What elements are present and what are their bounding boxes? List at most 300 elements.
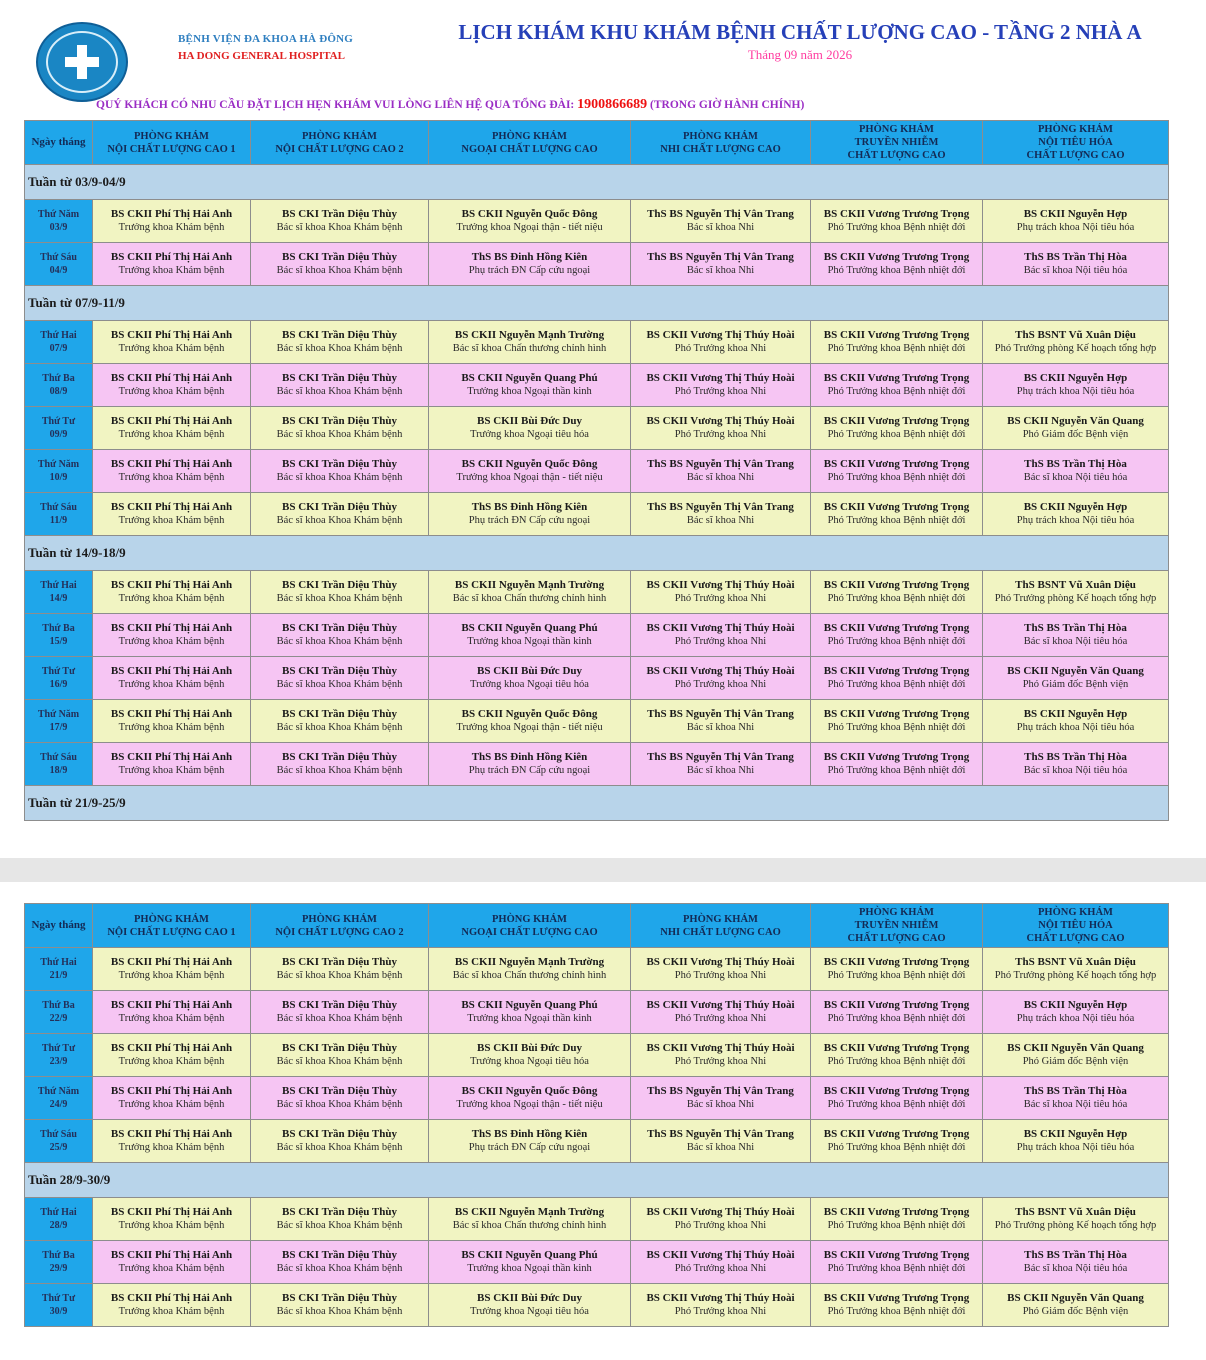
doctor-position: Phó Trưởng khoa Bệnh nhiệt đới: [827, 429, 966, 440]
doctor-name: BS CKI Trần Diệu Thùy: [282, 251, 397, 263]
doctor-name: BS CKI Trần Diệu Thùy: [282, 1085, 397, 1097]
doctor-cell[interactable]: [429, 243, 631, 286]
doctor-cell[interactable]: [631, 200, 811, 243]
doctor-cell[interactable]: [251, 364, 429, 407]
doctor-position: Phó Trưởng khoa Nhi: [674, 1013, 767, 1024]
doctor-position: Bác sĩ khoa Khoa Khám bệnh: [276, 636, 403, 647]
date-label: 28/9: [49, 1220, 68, 1231]
page-title: LỊCH KHÁM KHU KHÁM BỆNH CHẤT LƯỢNG CAO - TẦNG 2 NHÀ A: [458, 20, 1142, 44]
doctor-name: BS CKII Vương Trương Trọng: [823, 458, 970, 470]
doctor-name: BS CKI Trần Diệu Thùy: [282, 708, 397, 720]
doctor-cell[interactable]: [811, 743, 983, 786]
doctor-cell[interactable]: [93, 407, 251, 450]
doctor-position: Bác sĩ khoa Khoa Khám bệnh: [276, 1220, 403, 1231]
doctor-cell[interactable]: [251, 1077, 429, 1120]
column-header: [811, 121, 983, 165]
doctor-cell[interactable]: [93, 200, 251, 243]
notice-prefix: QUÝ KHÁCH CÓ NHU CẦU ĐẶT LỊCH HẸN KHÁM VUI LÒNG LIÊN HỆ QUA TỔNG ĐÀI:: [96, 99, 575, 111]
day-cell: [25, 1120, 93, 1163]
doctor-position: Trưởng khoa Khám bệnh: [118, 386, 225, 397]
doctor-cell[interactable]: [251, 450, 429, 493]
column-header-line: CHẤT LƯỢNG CAO: [847, 933, 946, 944]
doctor-cell[interactable]: [983, 1284, 1169, 1327]
week-label: Tuần từ 14/9-18/9: [25, 536, 1169, 571]
column-header-line: NỘI TIÊU HÓA: [1038, 920, 1113, 931]
doctor-position: Phó Trưởng phòng Kế hoạch tổng hợp: [994, 970, 1157, 981]
column-header-line: NỘI CHẤT LƯỢNG CAO 1: [107, 926, 236, 938]
doctor-cell[interactable]: [429, 948, 631, 991]
column-header: [93, 904, 251, 948]
column-header: [983, 904, 1169, 948]
date-label: 15/9: [49, 636, 68, 647]
doctor-cell[interactable]: [631, 1198, 811, 1241]
week-label: Tuần 28/9-30/9: [25, 1163, 1169, 1198]
doctor-name: BS CKII Phí Thị Hải Anh: [110, 999, 233, 1011]
doctor-cell[interactable]: [983, 614, 1169, 657]
doctor-name: BS CKI Trần Diệu Thùy: [282, 999, 397, 1011]
doctor-position: Bác sĩ khoa Chấn thương chỉnh hình: [452, 970, 607, 981]
doctor-position: Phó Trưởng khoa Bệnh nhiệt đới: [827, 1056, 966, 1067]
doctor-position: Bác sĩ khoa Nhi: [686, 515, 755, 526]
doctor-name: BS CKII Vương Thị Thúy Hoài: [646, 1292, 795, 1304]
doctor-cell[interactable]: [811, 493, 983, 536]
doctor-position: Trưởng khoa Ngoại thận - tiết niệu: [456, 1099, 603, 1110]
column-header-line: Ngày tháng: [31, 919, 86, 931]
doctor-name: BS CKII Phí Thị Hải Anh: [110, 1128, 233, 1140]
doctor-name: ThS BS Nguyễn Thị Vân Trang: [647, 708, 794, 720]
doctor-name: BS CKII Nguyễn Hợp: [1023, 208, 1128, 220]
doctor-cell[interactable]: [983, 1241, 1169, 1284]
date-label: 29/9: [49, 1263, 68, 1274]
doctor-cell[interactable]: [93, 1284, 251, 1327]
doctor-cell[interactable]: [631, 321, 811, 364]
doctor-position: Trưởng khoa Ngoại tiêu hóa: [470, 1056, 589, 1067]
doctor-name: BS CKII Nguyễn Quốc Đông: [461, 708, 598, 720]
doctor-cell[interactable]: [251, 991, 429, 1034]
doctor-position: Phụ trách khoa Nội tiêu hóa: [1016, 222, 1135, 233]
doctor-name: BS CKII Phí Thị Hải Anh: [110, 372, 233, 384]
doctor-position: Bác sĩ khoa Nội tiêu hóa: [1023, 472, 1128, 483]
doctor-name: BS CKII Vương Thị Thúy Hoài: [646, 579, 795, 591]
weekday-label: Thứ Năm: [37, 209, 80, 220]
doctor-cell[interactable]: [93, 1198, 251, 1241]
doctor-position: Trưởng khoa Ngoại thần kinh: [467, 1013, 592, 1024]
doctor-cell[interactable]: [429, 493, 631, 536]
doctor-cell[interactable]: [93, 493, 251, 536]
doctor-cell[interactable]: [983, 1034, 1169, 1077]
date-label: 21/9: [49, 970, 68, 981]
doctor-cell[interactable]: [631, 407, 811, 450]
doctor-position: Phó Giám đốc Bệnh viện: [1022, 679, 1129, 690]
doctor-cell[interactable]: [93, 243, 251, 286]
doctor-position: Bác sĩ khoa Khoa Khám bệnh: [276, 765, 403, 776]
column-header-line: CHẤT LƯỢNG CAO: [1026, 933, 1125, 944]
doctor-cell[interactable]: [631, 493, 811, 536]
doctor-position: Trưởng khoa Khám bệnh: [118, 222, 225, 233]
doctor-position: Trưởng khoa Khám bệnh: [118, 636, 225, 647]
doctor-name: BS CKII Vương Trương Trọng: [823, 415, 970, 427]
doctor-name: BS CKI Trần Diệu Thùy: [282, 1292, 397, 1304]
doctor-name: BS CKI Trần Diệu Thùy: [282, 415, 397, 427]
doctor-name: BS CKII Phí Thị Hải Anh: [110, 251, 233, 263]
page-header: [0, 0, 1206, 120]
doctor-cell[interactable]: [429, 614, 631, 657]
doctor-name: BS CKII Vương Thị Thúy Hoài: [646, 1206, 795, 1218]
doctor-position: Bác sĩ khoa Khoa Khám bệnh: [276, 1306, 403, 1317]
doctor-position: Trưởng khoa Khám bệnh: [118, 1306, 225, 1317]
column-header-line: PHÒNG KHÁM: [683, 913, 758, 925]
schedule-row: [25, 407, 1169, 450]
doctor-cell[interactable]: [811, 657, 983, 700]
doctor-position: Phó Trưởng khoa Nhi: [674, 679, 767, 690]
date-label: 25/9: [49, 1142, 68, 1153]
doctor-position: Trưởng khoa Khám bệnh: [118, 265, 225, 276]
date-label: 18/9: [49, 765, 68, 776]
day-cell: [25, 700, 93, 743]
doctor-name: ThS BS Nguyễn Thị Vân Trang: [647, 751, 794, 763]
doctor-cell[interactable]: [811, 1284, 983, 1327]
doctor-cell[interactable]: [983, 1077, 1169, 1120]
doctor-position: Phó Trưởng khoa Bệnh nhiệt đới: [827, 515, 966, 526]
doctor-cell[interactable]: [983, 364, 1169, 407]
doctor-cell[interactable]: [251, 407, 429, 450]
doctor-name: ThS BSNT Vũ Xuân Diệu: [1015, 329, 1136, 341]
doctor-cell[interactable]: [811, 243, 983, 286]
doctor-name: BS CKII Phí Thị Hải Anh: [110, 1206, 233, 1218]
doctor-cell[interactable]: [811, 700, 983, 743]
date-label: 10/9: [49, 472, 68, 483]
doctor-position: Bác sĩ khoa Khoa Khám bệnh: [276, 386, 403, 397]
doctor-name: BS CKII Vương Thị Thúy Hoài: [646, 622, 795, 634]
doctor-name: BS CKII Phí Thị Hải Anh: [110, 208, 233, 220]
doctor-cell[interactable]: [429, 657, 631, 700]
doctor-cell[interactable]: [811, 1241, 983, 1284]
hospital-logo: [36, 22, 128, 102]
doctor-position: Phó Trưởng khoa Bệnh nhiệt đới: [827, 1013, 966, 1024]
doctor-cell[interactable]: [811, 450, 983, 493]
doctor-cell[interactable]: [251, 200, 429, 243]
doctor-name: ThS BS Nguyễn Thị Vân Trang: [647, 458, 794, 470]
doctor-name: BS CKI Trần Diệu Thùy: [282, 579, 397, 591]
doctor-name: BS CKII Phí Thị Hải Anh: [110, 622, 233, 634]
doctor-name: BS CKII Vương Trương Trọng: [823, 1128, 970, 1140]
doctor-cell[interactable]: [983, 243, 1169, 286]
doctor-cell[interactable]: [811, 991, 983, 1034]
doctor-cell[interactable]: [251, 1034, 429, 1077]
doctor-cell[interactable]: [251, 657, 429, 700]
doctor-name: BS CKII Vương Trương Trọng: [823, 622, 970, 634]
doctor-name: BS CKII Nguyễn Quang Phú: [461, 999, 598, 1011]
doctor-cell[interactable]: [251, 1120, 429, 1163]
doctor-cell[interactable]: [631, 571, 811, 614]
doctor-cell[interactable]: [983, 1120, 1169, 1163]
doctor-cell[interactable]: [251, 1284, 429, 1327]
doctor-cell[interactable]: [429, 700, 631, 743]
doctor-position: Phụ trách khoa Nội tiêu hóa: [1016, 1013, 1135, 1024]
weekday-label: Thứ Hai: [40, 580, 77, 591]
doctor-cell[interactable]: [631, 1241, 811, 1284]
doctor-position: Bác sĩ khoa Chấn thương chỉnh hình: [452, 343, 607, 354]
doctor-cell[interactable]: [631, 1077, 811, 1120]
doctor-cell[interactable]: [811, 321, 983, 364]
week-row: [25, 165, 1169, 200]
doctor-position: Trưởng khoa Khám bệnh: [118, 970, 225, 981]
doctor-cell[interactable]: [811, 614, 983, 657]
column-header-line: NGOẠI CHẤT LƯỢNG CAO: [461, 926, 598, 938]
day-cell: [25, 1284, 93, 1327]
doctor-cell[interactable]: [983, 450, 1169, 493]
doctor-position: Bác sĩ khoa Khoa Khám bệnh: [276, 1056, 403, 1067]
doctor-cell[interactable]: [93, 614, 251, 657]
doctor-position: Phó Trưởng khoa Nhi: [674, 343, 767, 354]
doctor-position: Bác sĩ khoa Khoa Khám bệnh: [276, 1099, 403, 1110]
doctor-cell[interactable]: [429, 743, 631, 786]
doctor-cell[interactable]: [811, 1077, 983, 1120]
doctor-cell[interactable]: [983, 948, 1169, 991]
doctor-cell[interactable]: [429, 200, 631, 243]
doctor-cell[interactable]: [93, 1077, 251, 1120]
hospital-name-en: HA DONG GENERAL HOSPITAL: [178, 50, 345, 62]
doctor-name: BS CKII Nguyễn Mạnh Trường: [454, 579, 605, 591]
doctor-cell[interactable]: [93, 743, 251, 786]
doctor-name: BS CKII Phí Thị Hải Anh: [110, 501, 233, 513]
doctor-cell[interactable]: [631, 657, 811, 700]
doctor-cell[interactable]: [631, 700, 811, 743]
doctor-name: BS CKII Vương Trương Trọng: [823, 999, 970, 1011]
doctor-cell[interactable]: [983, 1198, 1169, 1241]
schedule-row: [25, 743, 1169, 786]
column-header-line: NGOẠI CHẤT LƯỢNG CAO: [461, 143, 598, 155]
doctor-cell[interactable]: [429, 571, 631, 614]
schedule-row: [25, 243, 1169, 286]
doctor-name: BS CKI Trần Diệu Thùy: [282, 501, 397, 513]
doctor-cell[interactable]: [811, 407, 983, 450]
doctor-cell[interactable]: [429, 1198, 631, 1241]
doctor-cell[interactable]: [93, 948, 251, 991]
column-header-line: CHẤT LƯỢNG CAO: [1026, 150, 1125, 161]
day-cell: [25, 364, 93, 407]
doctor-position: Phó Trưởng khoa Bệnh nhiệt đới: [827, 1220, 966, 1231]
doctor-cell[interactable]: [251, 614, 429, 657]
doctor-cell[interactable]: [93, 1120, 251, 1163]
doctor-cell[interactable]: [429, 321, 631, 364]
doctor-cell[interactable]: [93, 700, 251, 743]
schedule-row: [25, 657, 1169, 700]
column-header: [631, 121, 811, 165]
doctor-cell[interactable]: [811, 948, 983, 991]
doctor-cell[interactable]: [93, 1241, 251, 1284]
weekday-label: Thứ Tư: [41, 1043, 76, 1054]
doctor-position: Bác sĩ khoa Khoa Khám bệnh: [276, 679, 403, 690]
doctor-cell[interactable]: [983, 700, 1169, 743]
doctor-name: ThS BS Nguyễn Thị Vân Trang: [647, 501, 794, 513]
day-cell: [25, 1077, 93, 1120]
doctor-cell[interactable]: [251, 700, 429, 743]
doctor-cell[interactable]: [251, 243, 429, 286]
doctor-name: BS CKII Bùi Đức Duy: [476, 415, 582, 427]
day-cell: [25, 743, 93, 786]
doctor-position: Phó Trưởng khoa Nhi: [674, 386, 767, 397]
doctor-cell[interactable]: [811, 200, 983, 243]
doctor-cell[interactable]: [983, 991, 1169, 1034]
weekday-label: Thứ Tư: [41, 1293, 76, 1304]
doctor-position: Bác sĩ khoa Khoa Khám bệnh: [276, 722, 403, 733]
doctor-cell[interactable]: [429, 1241, 631, 1284]
doctor-position: Trưởng khoa Khám bệnh: [118, 429, 225, 440]
doctor-name: ThS BS Nguyễn Thị Vân Trang: [647, 1128, 794, 1140]
doctor-name: BS CKII Nguyễn Hợp: [1023, 1128, 1128, 1140]
doctor-name: BS CKII Phí Thị Hải Anh: [110, 1249, 233, 1261]
doctor-cell[interactable]: [983, 407, 1169, 450]
doctor-cell[interactable]: [429, 1034, 631, 1077]
doctor-position: Bác sĩ khoa Chấn thương chỉnh hình: [452, 1220, 607, 1231]
doctor-cell[interactable]: [631, 991, 811, 1034]
doctor-cell[interactable]: [251, 743, 429, 786]
doctor-cell[interactable]: [251, 493, 429, 536]
date-label: 22/9: [49, 1013, 68, 1024]
column-header: [429, 904, 631, 948]
column-header: [251, 121, 429, 165]
week-label: Tuần từ 21/9-25/9: [25, 786, 1169, 821]
doctor-cell[interactable]: [93, 657, 251, 700]
day-cell: [25, 1198, 93, 1241]
doctor-cell[interactable]: [251, 948, 429, 991]
schedule-row: [25, 321, 1169, 364]
day-cell: [25, 200, 93, 243]
doctor-name: BS CKII Nguyễn Quốc Đông: [461, 208, 598, 220]
column-header-line: NỘI CHẤT LƯỢNG CAO 2: [275, 926, 404, 938]
doctor-cell[interactable]: [93, 321, 251, 364]
doctor-position: Bác sĩ khoa Khoa Khám bệnh: [276, 1263, 403, 1274]
doctor-cell[interactable]: [983, 493, 1169, 536]
doctor-cell[interactable]: [251, 321, 429, 364]
doctor-cell[interactable]: [429, 450, 631, 493]
doctor-name: BS CKII Nguyễn Mạnh Trường: [454, 956, 605, 968]
doctor-position: Bác sĩ khoa Nhi: [686, 1142, 755, 1153]
doctor-cell[interactable]: [631, 1120, 811, 1163]
doctor-position: Trưởng khoa Ngoại thần kinh: [467, 636, 592, 647]
doctor-name: BS CKI Trần Diệu Thùy: [282, 329, 397, 341]
doctor-cell[interactable]: [983, 743, 1169, 786]
doctor-position: Bác sĩ khoa Nhi: [686, 222, 755, 233]
doctor-cell[interactable]: [631, 1034, 811, 1077]
day-cell: [25, 407, 93, 450]
doctor-name: BS CKII Vương Trương Trọng: [823, 372, 970, 384]
column-header-line: TRUYỀN NHIỄM: [854, 137, 939, 148]
doctor-cell[interactable]: [811, 571, 983, 614]
column-header-line: PHÒNG KHÁM: [302, 130, 377, 142]
doctor-name: BS CKII Phí Thị Hải Anh: [110, 415, 233, 427]
column-header-line: TRUYỀN NHIỄM: [854, 920, 939, 931]
doctor-name: BS CKII Nguyễn Hợp: [1023, 501, 1128, 513]
doctor-cell[interactable]: [983, 571, 1169, 614]
hotline-number[interactable]: 1900866689: [577, 97, 648, 112]
doctor-cell[interactable]: [631, 948, 811, 991]
doctor-name: BS CKII Nguyễn Văn Quang: [1007, 1292, 1144, 1304]
doctor-position: Phụ trách khoa Nội tiêu hóa: [1016, 722, 1135, 733]
day-cell: [25, 243, 93, 286]
doctor-cell[interactable]: [983, 657, 1169, 700]
date-label: 24/9: [49, 1099, 68, 1110]
day-cell: [25, 571, 93, 614]
doctor-name: BS CKII Phí Thị Hải Anh: [110, 665, 233, 677]
doctor-position: Bác sĩ khoa Nhi: [686, 265, 755, 276]
doctor-position: Phó Trưởng khoa Bệnh nhiệt đới: [827, 593, 966, 604]
doctor-cell[interactable]: [631, 450, 811, 493]
week-label: Tuần từ 07/9-11/9: [25, 286, 1169, 321]
weekday-label: Thứ Ba: [42, 1000, 75, 1011]
doctor-name: BS CKII Vương Thị Thúy Hoài: [646, 415, 795, 427]
doctor-position: Trưởng khoa Ngoại thận - tiết niệu: [456, 222, 603, 233]
column-header-line: PHÒNG KHÁM: [859, 124, 934, 135]
date-label: 23/9: [49, 1056, 68, 1067]
weekday-label: Thứ Hai: [40, 330, 77, 341]
doctor-cell[interactable]: [811, 1198, 983, 1241]
doctor-cell[interactable]: [93, 1034, 251, 1077]
doctor-name: BS CKII Nguyễn Mạnh Trường: [454, 329, 605, 341]
doctor-cell[interactable]: [429, 364, 631, 407]
column-header-line: PHÒNG KHÁM: [492, 913, 567, 925]
doctor-cell[interactable]: [429, 1284, 631, 1327]
doctor-name: ThS BS Đinh Hồng Kiên: [471, 251, 588, 263]
schedule-row: [25, 1241, 1169, 1284]
doctor-cell[interactable]: [93, 364, 251, 407]
weekday-label: Thứ Ba: [42, 623, 75, 634]
doctor-cell[interactable]: [429, 407, 631, 450]
doctor-cell[interactable]: [983, 321, 1169, 364]
doctor-name: BS CKII Phí Thị Hải Anh: [110, 1292, 233, 1304]
schedule-row: [25, 1120, 1169, 1163]
schedule-row: [25, 991, 1169, 1034]
doctor-name: BS CKII Vương Thị Thúy Hoài: [646, 665, 795, 677]
doctor-cell[interactable]: [631, 364, 811, 407]
date-label: 30/9: [49, 1306, 68, 1317]
doctor-position: Trưởng khoa Khám bệnh: [118, 1220, 225, 1231]
doctor-cell[interactable]: [811, 1120, 983, 1163]
doctor-cell[interactable]: [429, 1077, 631, 1120]
doctor-position: Phó Trưởng khoa Bệnh nhiệt đới: [827, 222, 966, 233]
doctor-cell[interactable]: [251, 571, 429, 614]
weekday-label: Thứ Hai: [40, 1207, 77, 1218]
doctor-cell[interactable]: [983, 200, 1169, 243]
doctor-position: Trưởng khoa Khám bệnh: [118, 593, 225, 604]
doctor-cell[interactable]: [251, 1198, 429, 1241]
doctor-cell[interactable]: [811, 1034, 983, 1077]
doctor-cell[interactable]: [631, 743, 811, 786]
weekday-label: Thứ Ba: [42, 1250, 75, 1261]
doctor-position: Phó Trưởng khoa Nhi: [674, 970, 767, 981]
schedule-row: [25, 200, 1169, 243]
doctor-cell[interactable]: [93, 571, 251, 614]
doctor-cell[interactable]: [631, 243, 811, 286]
schedule-row: [25, 450, 1169, 493]
doctor-cell[interactable]: [93, 991, 251, 1034]
doctor-cell[interactable]: [93, 450, 251, 493]
doctor-cell[interactable]: [429, 991, 631, 1034]
doctor-cell[interactable]: [631, 614, 811, 657]
doctor-position: Bác sĩ khoa Khoa Khám bệnh: [276, 515, 403, 526]
doctor-cell[interactable]: [811, 364, 983, 407]
doctor-position: Trưởng khoa Khám bệnh: [118, 1142, 225, 1153]
doctor-position: Trưởng khoa Khám bệnh: [118, 343, 225, 354]
doctor-name: BS CKII Nguyễn Quang Phú: [461, 622, 598, 634]
page-separator: [0, 858, 1206, 882]
weekday-label: Thứ Hai: [40, 957, 77, 968]
doctor-cell[interactable]: [251, 1241, 429, 1284]
doctor-cell[interactable]: [429, 1120, 631, 1163]
doctor-name: BS CKII Nguyễn Văn Quang: [1007, 415, 1144, 427]
doctor-cell[interactable]: [631, 1284, 811, 1327]
